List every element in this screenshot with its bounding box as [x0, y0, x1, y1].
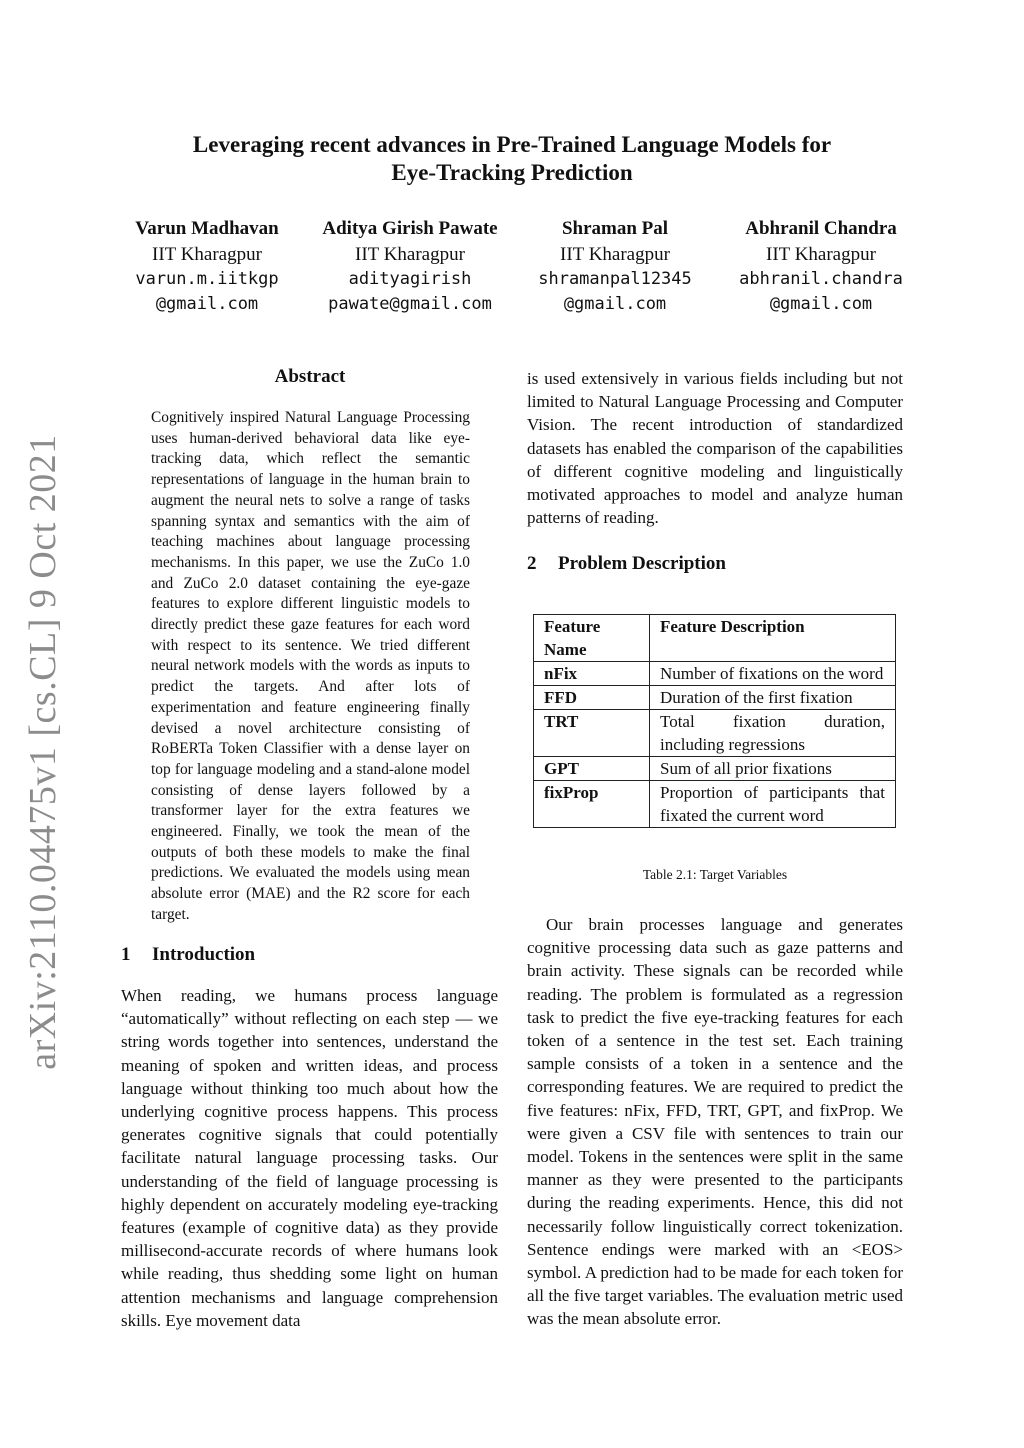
title-line-2: Eye-Tracking Prediction	[391, 160, 633, 185]
feature-description-cell: Sum of all prior fixations	[650, 757, 896, 781]
author-affiliation: IIT Kharagpur	[152, 244, 262, 265]
author-block	[512, 216, 718, 317]
feature-description-cell: Proportion of participants that fixated the current word	[650, 781, 896, 828]
section-title: Problem Description	[558, 553, 726, 574]
author-email-domain: @gmail.com	[155, 294, 259, 314]
author-affiliation: IIT Kharagpur	[766, 244, 876, 265]
introduction-text-continued: is used extensively in various fields including but not limited to Natural Language Processing and Computer Vision. The recent introduction of standardized datasets has enabled the comparison of the capabilities of different cognitive modeling and linguistically motivated approaches to model and analyze human patterns of reading.	[527, 369, 903, 528]
author-name: Aditya Girish Pawate	[322, 218, 498, 239]
author-email: abhranil.chandra	[739, 269, 903, 289]
feature-name-cell: GPT	[534, 757, 650, 781]
feature-name-cell: FFD	[534, 686, 650, 710]
section-heading-introduction	[121, 944, 255, 966]
author-block	[304, 216, 516, 317]
table-row	[534, 757, 896, 781]
section-title: Introduction	[152, 944, 256, 965]
author-name: Shraman Pal	[561, 218, 669, 239]
author-affiliation: IIT Kharagpur	[560, 244, 670, 265]
abstract-heading: Abstract	[274, 366, 346, 387]
author-block	[102, 216, 312, 317]
table-row	[534, 686, 896, 710]
feature-description-cell: Number of fixations on the word	[650, 662, 896, 686]
section-number: 2	[527, 553, 537, 574]
arxiv-identifier: arXiv:2110.04475v1 [cs.CL] 9 Oct 2021	[22, 434, 64, 1070]
introduction-text: When reading, we humans process language “automatically” without reflecting on each step — we string words together into sentences, understand the meaning of spoken and written ideas, and process language without thinking too much about how the underlying cognitive process happens. This process generates cognitive signals that could potentially facilitate natural language processing tasks. Our understanding of the field of language processing is highly dependent on accurately modeling eye-tracking features (example of cognitive data) as they provide millisecond-accurate records of where humans look while reading, thus shedding some light on human attention mechanisms and language comprehension skills. Eye movement data	[121, 986, 498, 1330]
author-block	[716, 216, 926, 317]
target-variables-table	[533, 614, 896, 828]
author-name: Varun Madhavan	[135, 218, 279, 239]
author-affiliation: IIT Kharagpur	[355, 244, 465, 265]
section-heading-problem-description	[527, 553, 726, 575]
author-email-domain: @gmail.com	[769, 294, 873, 314]
feature-name-cell: TRT	[534, 710, 650, 757]
feature-name-cell: nFix	[534, 662, 650, 686]
author-name: Abhranil Chandra	[745, 218, 897, 239]
table-header-cell: Feature Description	[650, 615, 896, 662]
abstract-text: Cognitively inspired Natural Language Processing uses human-derived behavioral data like eye-tracking data, which reflect the semantic representations of language in the human brain to augment the neural nets to solve a range of tasks spanning syntax and semantics with the aim of teaching machines about language processing mechanisms. In this paper, we use the ZuCo 1.0 and ZuCo 2.0 dataset containing the eye-gaze features to explore different linguistic models to directly predict these gaze features for each word with respect to its sentence. We tried different neural network models with the words as inputs to predict the targets. And after lots of experimentation and feature engineering finally devised a novel architecture consisting of RoBERTa Token Classifier with a dense layer on top for language modeling and a stand-alone model consisting of dense layers followed by a transformer layer for the extra features we engineered. Finally, we took the mean of the outputs of both these models to make the final predictions. We evaluated the models using mean absolute error (MAE) and the R2 score for each target.	[151, 409, 470, 923]
title-line-1: Leveraging recent advances in Pre-Trained Language Models for	[192, 132, 832, 157]
author-email-domain: pawate@gmail.com	[328, 294, 492, 314]
author-email: adityagirish	[348, 269, 472, 289]
author-email: varun.m.iitkgp	[135, 269, 279, 289]
table-caption: Table 2.1: Target Variables	[642, 867, 788, 882]
problem-description-text: Our brain processes language and generates cognitive processing data such as gaze patterns and brain activity. These signals can be recorded while reading. The problem is formulated as a regression task to predict the five eye-tracking features for each token of a sentence in the test set. Each training sample consists of a token in a sentence and the corresponding features. We are required to predict the five features: nFix, FFD, TRT, GPT, and fixProp. We were given a CSV file with sentences to train our model. Tokens in the sentences were split in the same manner as they were presented to the participants during the reading experiments. Hence, this did not necessarily follow linguistically correct tokenization. Sentence endings were marked with an <EOS> symbol. A prediction had to be made for each token for all the five target variables. The evaluation metric used was the mean absolute error.	[527, 915, 903, 1329]
author-email: shramanpal12345	[538, 269, 692, 289]
feature-name-cell: fixProp	[534, 781, 650, 828]
table-header-row	[534, 615, 896, 662]
section-number: 1	[121, 944, 131, 965]
feature-description-cell: Duration of the first fixation	[650, 686, 896, 710]
feature-description-cell: Total fixation duration, including regressions	[650, 710, 896, 757]
table-row	[534, 781, 896, 828]
table-header-cell: Feature Name	[534, 615, 650, 662]
table-row	[534, 662, 896, 686]
author-email-domain: @gmail.com	[563, 294, 667, 314]
paper-title	[100, 131, 924, 187]
table-row	[534, 710, 896, 757]
